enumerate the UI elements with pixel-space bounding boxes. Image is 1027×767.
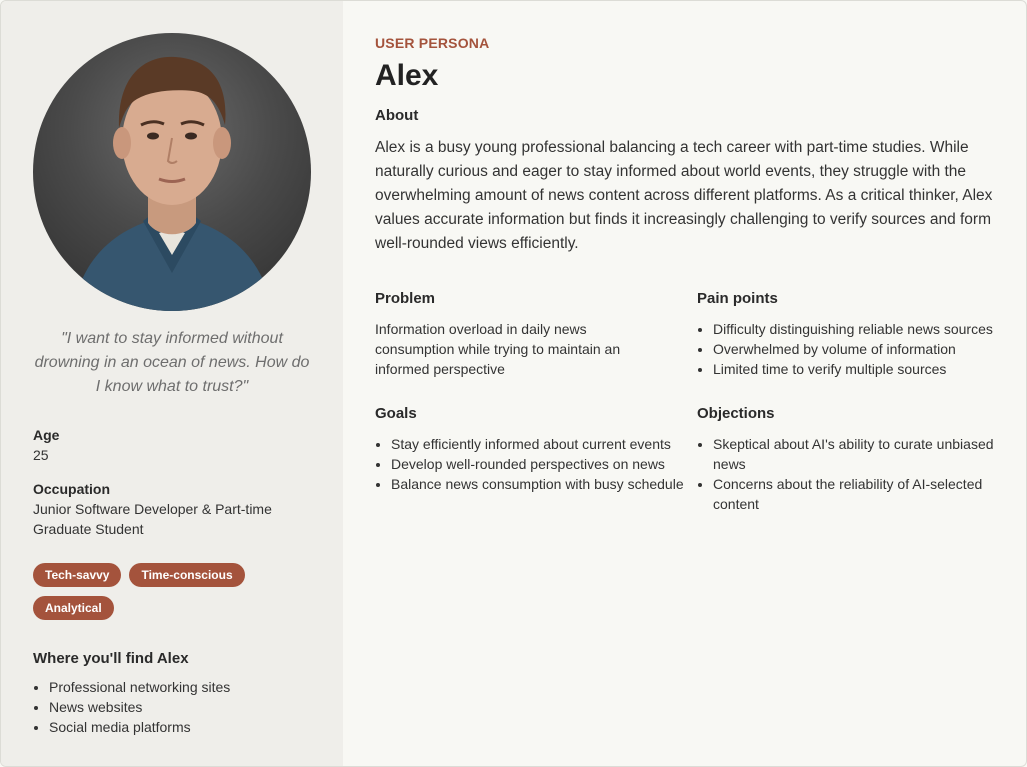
tag-analytical: Analytical (33, 596, 114, 620)
tag-tech-savvy: Tech-savvy (33, 563, 121, 587)
problem-heading: Problem (375, 290, 436, 307)
persona-name: Alex (375, 59, 439, 92)
where-heading: Where you'll find Alex (33, 650, 189, 667)
main-content (343, 1, 1026, 766)
about-text: Alex is a busy young professional balancing a tech career with part-time studies. While naturally curious and eager to stay informed about world events, they struggle with the overwhelming amount of news content across different platforms. As a critical thinker, Alex values accurate information but finds it increasingly challenging to verify sources and form well-rounded views efficiently. (375, 139, 993, 252)
age-label: Age (33, 427, 60, 443)
list-item: • Difficulty distinguishing reliable news sources (713, 319, 997, 339)
details-grid (375, 290, 1026, 514)
goals-section (375, 405, 697, 514)
list-item: • Social media platforms (49, 717, 343, 737)
occupation-label: Occupation (33, 481, 111, 497)
goals-heading: Goals (375, 405, 417, 422)
problem-text: Information overload in daily news consumption while trying to maintain an informed perspective (375, 321, 621, 377)
objections-list (697, 434, 997, 514)
list-item: • Concerns about the reliability of AI-selected content (713, 474, 997, 514)
occupation-value: Junior Software Developer & Part-time Graduate Student (33, 501, 272, 537)
about-heading: About (375, 107, 419, 124)
avatar (33, 33, 311, 311)
sidebar (1, 1, 343, 766)
list-item: • News websites (49, 697, 343, 717)
pain-points-list (697, 319, 997, 379)
pain-points-section (697, 290, 997, 379)
list-item: • Stay efficiently informed about current events (391, 434, 697, 454)
where-list (33, 677, 343, 737)
list-item: • Skeptical about AI's ability to curate unbiased news (713, 434, 997, 474)
pain-points-heading: Pain points (697, 290, 778, 307)
age-value: 25 (33, 447, 49, 463)
tag-time-conscious: Time-conscious (129, 563, 244, 587)
objections-section (697, 405, 997, 514)
list-item: • Professional networking sites (49, 677, 343, 697)
persona-quote: "I want to stay informed without drowning in an ocean of news. How do I know what to trust?" (34, 330, 310, 395)
goals-list (375, 434, 697, 494)
eyebrow-label: USER PERSONA (375, 35, 490, 51)
problem-section (375, 290, 697, 379)
list-item: • Limited time to verify multiple sources (713, 359, 997, 379)
list-item: • Overwhelmed by volume of information (713, 339, 997, 359)
objections-heading: Objections (697, 405, 775, 422)
portrait-illustration (33, 33, 311, 311)
list-item: • Develop well-rounded perspectives on news (391, 454, 697, 474)
list-item: • Balance news consumption with busy schedule (391, 474, 697, 494)
trait-tags (33, 563, 293, 620)
